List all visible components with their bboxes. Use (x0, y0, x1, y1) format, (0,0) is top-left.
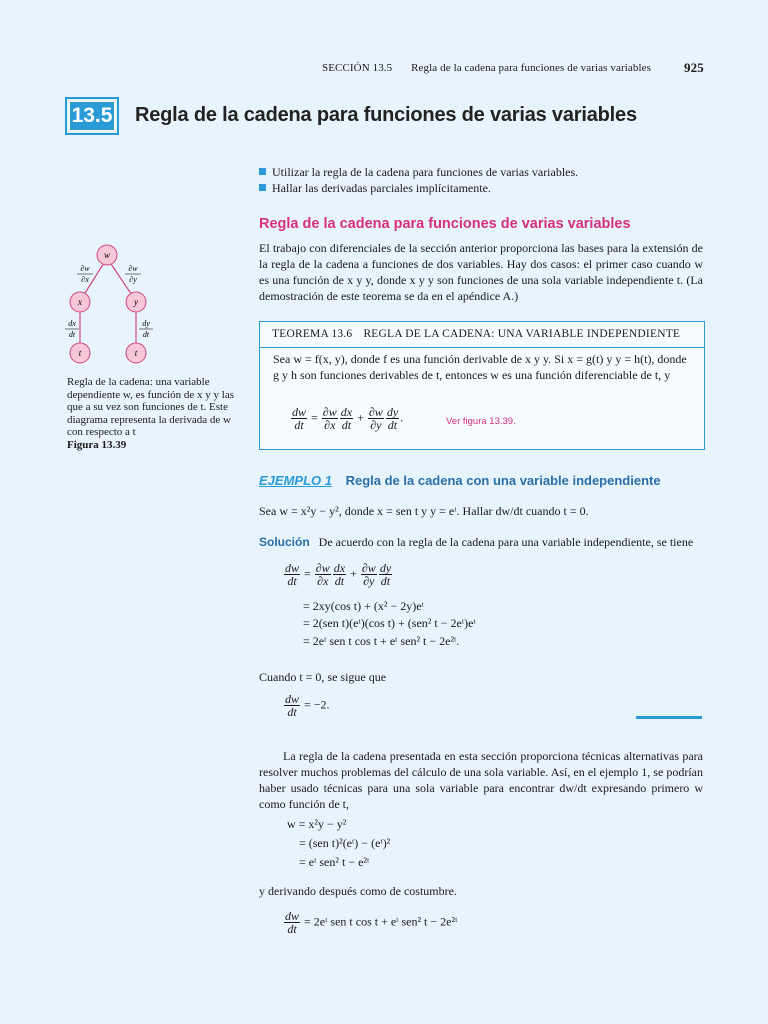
node-t-right-label: t (134, 348, 138, 358)
node-w-label: w (103, 250, 111, 260)
objective-item: Utilizar la regla de la cadena para funciones de varias variables. (259, 165, 578, 180)
theorem-name: REGLA DE LA CADENA: UNA VARIABLE INDEPENDIENTE (363, 328, 681, 340)
w-step: = (sen t)²(eᵗ) − (eᵗ)² (299, 836, 391, 850)
see-figure-link: Ver figura 13.39. (446, 416, 516, 427)
solution-formula: $\frac{dw}{dt}$ = $\frac{\partial w}{\partial x}$ $\frac{dx}{dt}$ + $\frac{\partial w}{\partial y}$ $\frac{dy}{dt}$ (285, 561, 392, 588)
bullet-square-icon (259, 184, 266, 191)
solution-label: Solución (259, 535, 310, 549)
then-text: y derivando después como de costumbre. (259, 884, 457, 898)
w-step: = eᵗ sen² t − e²ᵗ (299, 855, 370, 869)
theorem-label: TEOREMA 13.6 (272, 328, 353, 340)
node-y-label: y (134, 297, 138, 307)
solution-step: = 2xy(cos t) + (x² − 2y)eᵗ (303, 599, 424, 613)
final-formula: $\frac{dw}{dt}$ = 2eᵗ sen t cos t + eᵗ sen² t − 2e²ᵗ (285, 909, 458, 936)
end-of-example-rule (636, 716, 702, 719)
w-step: w = x²y − y² (287, 817, 347, 831)
svg-text:∂y: ∂y (129, 275, 137, 284)
theorem-header (260, 322, 704, 348)
svg-text:dx: dx (68, 319, 76, 328)
example-problem: Sea w = x²y − y², donde x = sen t y y = eᵗ. Hallar dw/dt cuando t = 0. (259, 504, 589, 518)
running-header (322, 60, 704, 75)
theorem-box (259, 321, 705, 450)
closing-paragraph: La regla de la cadena presentada en esta sección proporciona técnicas alternativas para resolver muchos problemas del cálculo de una sola variable. Así, en el ejemplo 1, se podrían haber usado técnicas para una sola variable para encontrar dw/dt expresando primero w como función de t, (259, 749, 703, 811)
section-number-badge: 13.5 (69, 101, 115, 131)
result-value: = −2. (304, 697, 330, 712)
header-title: Regla de la cadena para funciones de varias variables (411, 62, 651, 74)
svg-text:∂w: ∂w (80, 264, 90, 273)
solution-line (259, 535, 693, 550)
solution-step: = 2(sen t)(eᵗ)(cos t) + (sen² t − 2eᵗ)eᵗ (303, 616, 476, 630)
result-formula: $\frac{dw}{dt}$ = −2. (285, 692, 330, 719)
example-title: Regla de la cadena con una variable independiente (345, 473, 661, 488)
final-expression: = 2eᵗ sen t cos t + eᵗ sen² t − 2e²ᵗ (304, 914, 458, 929)
solution-step: = 2eᵗ sen t cos t + eᵗ sen² t − 2e²ᵗ. (303, 634, 460, 648)
figure-label: Figura 13.39 (67, 438, 127, 451)
svg-text:dy: dy (142, 319, 150, 328)
intro-paragraph: El trabajo con diferenciales de la sección anterior proporciona las bases para la extensión de la regla de la cadena a funciones de dos variables. Hay dos casos: el primer caso cuando w es una función de x y y, donde x y y son funciones de una sola variable independiente t. (La demostración de este teorema se da en el apéndice A.) (259, 241, 703, 303)
node-x-label: x (78, 297, 82, 307)
bullet-square-icon (259, 168, 266, 175)
theorem-formula: $\frac{dw}{dt}$ = $\frac{\partial w}{\partial x}$ $\frac{dx}{dt}$ + $\frac{\partial w}{\partial y}$ $\frac{dy}{dt}$ . (292, 405, 404, 432)
section-title: Regla de la cadena para funciones de varias variables (135, 104, 637, 126)
header-section: SECCIÓN 13.5 (322, 62, 393, 74)
solution-intro: De acuerdo con la regla de la cadena para una variable independiente, se tiene (318, 535, 694, 549)
objective-item: Hallar las derivadas parciales implícitamente. (259, 181, 491, 196)
svg-text:∂x: ∂x (81, 275, 89, 284)
page-number: 925 (684, 60, 704, 75)
theorem-statement: Sea w = f(x, y), donde f es una función derivable de x y y. Si x = g(t) y y = h(t), donde g y h son funciones derivables de t, entonces w es una función diferenciable de t, y (273, 352, 687, 382)
subsection-title: Regla de la cadena para funciones de varias variables (259, 216, 631, 232)
chain-rule-tree-diagram (62, 238, 182, 368)
svg-text:dt: dt (142, 330, 150, 339)
example-tag: EJEMPLO 1 (259, 473, 332, 488)
when-text: Cuando t = 0, se sigue que (259, 670, 387, 684)
svg-text:dt: dt (68, 330, 76, 339)
figure-caption: Regla de la cadena: una variable dependiente w, es función de x y y las que a su vez son funciones de t. Este diagrama representa la derivada de w con respecto a t Figura 13.39 (67, 376, 234, 451)
node-t-left-label: t (78, 348, 82, 358)
svg-text:∂w: ∂w (128, 264, 138, 273)
example-heading (259, 473, 661, 488)
